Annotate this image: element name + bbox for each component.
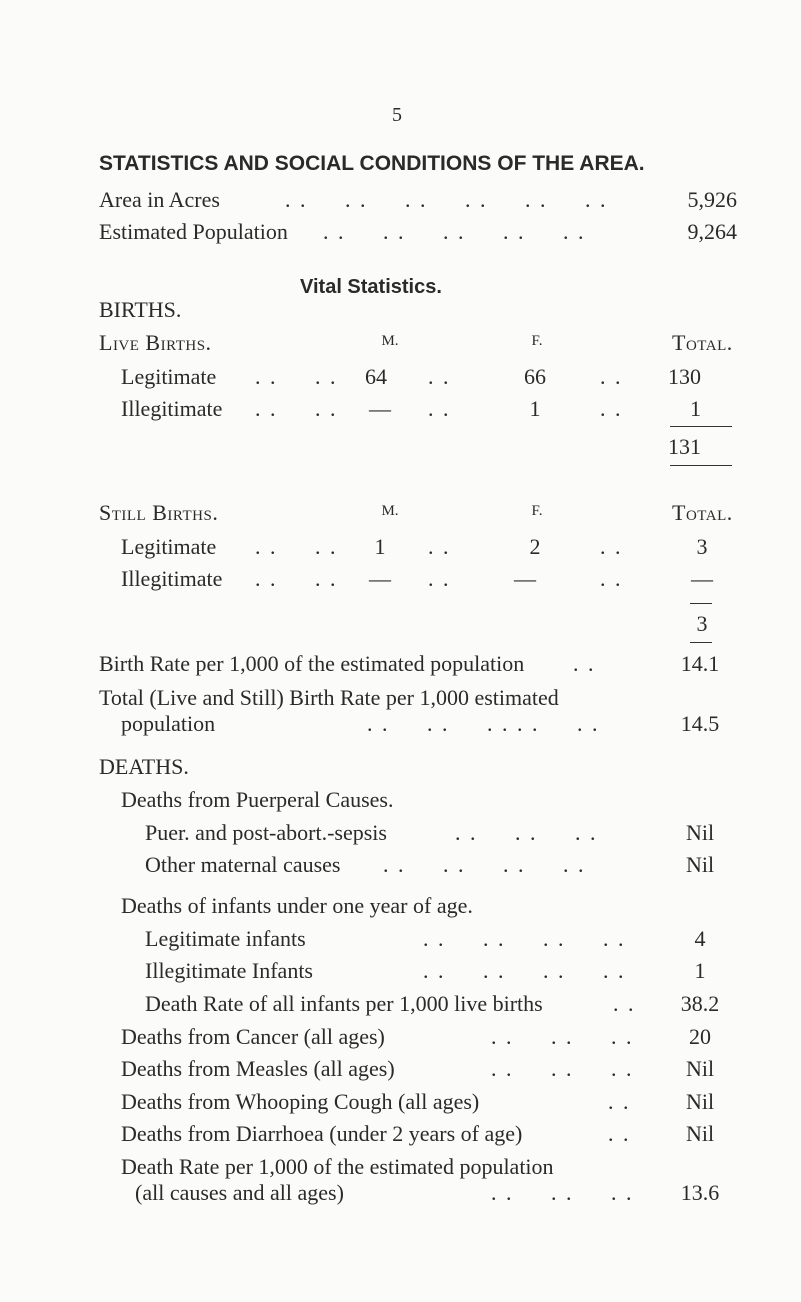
total-birth-rate-label-2: population — [121, 711, 216, 736]
diarrhoea-deaths-value: Nil — [685, 1121, 715, 1146]
death-rate-value: 13.6 — [680, 1180, 720, 1205]
leader-dots: . . . . . . — [491, 1024, 634, 1049]
leader-dots: . . . . . . . . . . . . — [285, 187, 608, 212]
leader-dots: . . . . — [255, 566, 338, 591]
leader-dots: . . — [573, 651, 596, 676]
legit-infants-value: 4 — [694, 926, 706, 951]
measles-deaths-label: Deaths from Measles (all ages) — [121, 1056, 395, 1081]
death-rate-label-2: (all causes and all ages) — [135, 1180, 344, 1205]
leader-dots: . . — [600, 566, 623, 591]
leader-dots: . . . . . . — [491, 1056, 634, 1081]
leader-dots: . . — [600, 364, 623, 389]
infant-death-rate-label: Death Rate of all infants per 1,000 live births — [145, 991, 543, 1016]
leader-dots: . . . . . . . . — [423, 958, 626, 983]
sum-rule — [690, 642, 712, 643]
death-rate-label-1: Death Rate per 1,000 of the estimated population — [121, 1154, 554, 1179]
live-legit-m: 64 — [365, 364, 387, 389]
col-m-header: M. — [381, 333, 399, 349]
sum-rule — [670, 465, 732, 466]
col-total-header: Total. — [672, 500, 733, 525]
leader-dots: . . . . . . . . . . — [323, 219, 586, 244]
leader-dots: . . — [428, 534, 451, 559]
legit-infants-label: Legitimate infants — [145, 926, 306, 951]
birth-rate-value: 14.1 — [680, 651, 720, 676]
area-label: Area in Acres — [99, 187, 220, 212]
live-births-heading: Live Births. — [99, 330, 212, 355]
live-illegit-m: — — [369, 396, 391, 421]
illegit-infants-value: 1 — [694, 958, 706, 983]
leader-dots: . . — [600, 534, 623, 559]
total-birth-rate-value: 14.5 — [680, 711, 720, 736]
puer-sepsis-label: Puer. and post-abort.-sepsis — [145, 820, 387, 845]
leader-dots: . . . . . . . . — [383, 852, 586, 877]
other-maternal-label: Other maternal causes — [145, 852, 341, 877]
live-illegit-total: 1 — [690, 396, 701, 421]
measles-deaths-value: Nil — [685, 1056, 715, 1081]
still-legit-f: 2 — [529, 534, 541, 559]
page-number: 5 — [392, 104, 402, 126]
leader-dots: . . . . . . — [455, 820, 598, 845]
still-legit-m: 1 — [374, 534, 386, 559]
infants-heading: Deaths of infants under one year of age. — [121, 893, 473, 918]
leader-dots: . . . . — [255, 396, 338, 421]
live-legit-f: 66 — [524, 364, 546, 389]
col-f-header: F. — [531, 503, 543, 519]
live-sum: 131 — [668, 434, 701, 459]
leader-dots: . . — [428, 396, 451, 421]
live-legit-total: 130 — [668, 364, 701, 389]
live-illegit-label: Illegitimate — [121, 396, 223, 421]
still-legit-total: 3 — [696, 534, 708, 559]
leader-dots: . . . . — [255, 534, 338, 559]
population-value: 9,264 — [687, 219, 737, 244]
other-maternal-value: Nil — [685, 852, 715, 877]
still-illegit-total: — — [691, 566, 713, 591]
population-label: Estimated Population — [99, 219, 288, 244]
births-heading: BIRTHS. — [99, 297, 182, 322]
live-legit-label: Legitimate — [121, 364, 217, 389]
col-total-header: Total. — [672, 330, 733, 355]
total-birth-rate-label-1: Total (Live and Still) Birth Rate per 1,000 estimated — [99, 685, 559, 710]
birth-rate-label: Birth Rate per 1,000 of the estimated population — [99, 651, 525, 676]
leader-dots: . . — [600, 396, 623, 421]
cancer-deaths-label: Deaths from Cancer (all ages) — [121, 1024, 385, 1049]
leader-dots: . . — [428, 566, 451, 591]
still-illegit-m: — — [369, 566, 391, 591]
whooping-cough-deaths-label: Deaths from Whooping Cough (all ages) — [121, 1089, 480, 1114]
whooping-cough-deaths-value: Nil — [685, 1089, 715, 1114]
leader-dots: . . — [613, 991, 636, 1016]
leader-dots: . . — [608, 1121, 631, 1146]
leader-dots: . . . . . . . . — [423, 926, 626, 951]
puerperal-heading: Deaths from Puerperal Causes. — [121, 787, 394, 812]
still-legit-label: Legitimate — [121, 534, 217, 559]
still-sum: 3 — [696, 611, 708, 636]
col-f-header: F. — [531, 333, 543, 349]
sum-rule — [670, 426, 732, 427]
vital-statistics-heading: Vital Statistics. — [300, 276, 442, 298]
illegit-infants-label: Illegitimate Infants — [145, 958, 313, 983]
diarrhoea-deaths-label: Deaths from Diarrhoea (under 2 years of age) — [121, 1121, 523, 1146]
still-illegit-f: — — [514, 566, 536, 591]
still-illegit-label: Illegitimate — [121, 566, 223, 591]
infant-death-rate-value: 38.2 — [680, 991, 720, 1016]
still-births-heading: Still Births. — [99, 500, 219, 525]
puer-sepsis-value: Nil — [685, 820, 715, 845]
page-title: STATISTICS AND SOCIAL CONDITIONS OF THE AREA. — [99, 152, 645, 175]
leader-dots: . . . . . . — [491, 1180, 634, 1205]
leader-dots: . . — [608, 1089, 631, 1114]
area-value: 5,926 — [687, 187, 737, 212]
sum-rule — [690, 603, 712, 604]
leader-dots: . . . . — [255, 364, 338, 389]
cancer-deaths-value: 20 — [689, 1024, 711, 1049]
leader-dots: . . . . . . . . . . — [367, 711, 600, 736]
live-illegit-f: 1 — [529, 396, 541, 421]
deaths-heading: DEATHS. — [99, 754, 189, 779]
leader-dots: . . — [428, 364, 451, 389]
col-m-header: M. — [381, 503, 399, 519]
